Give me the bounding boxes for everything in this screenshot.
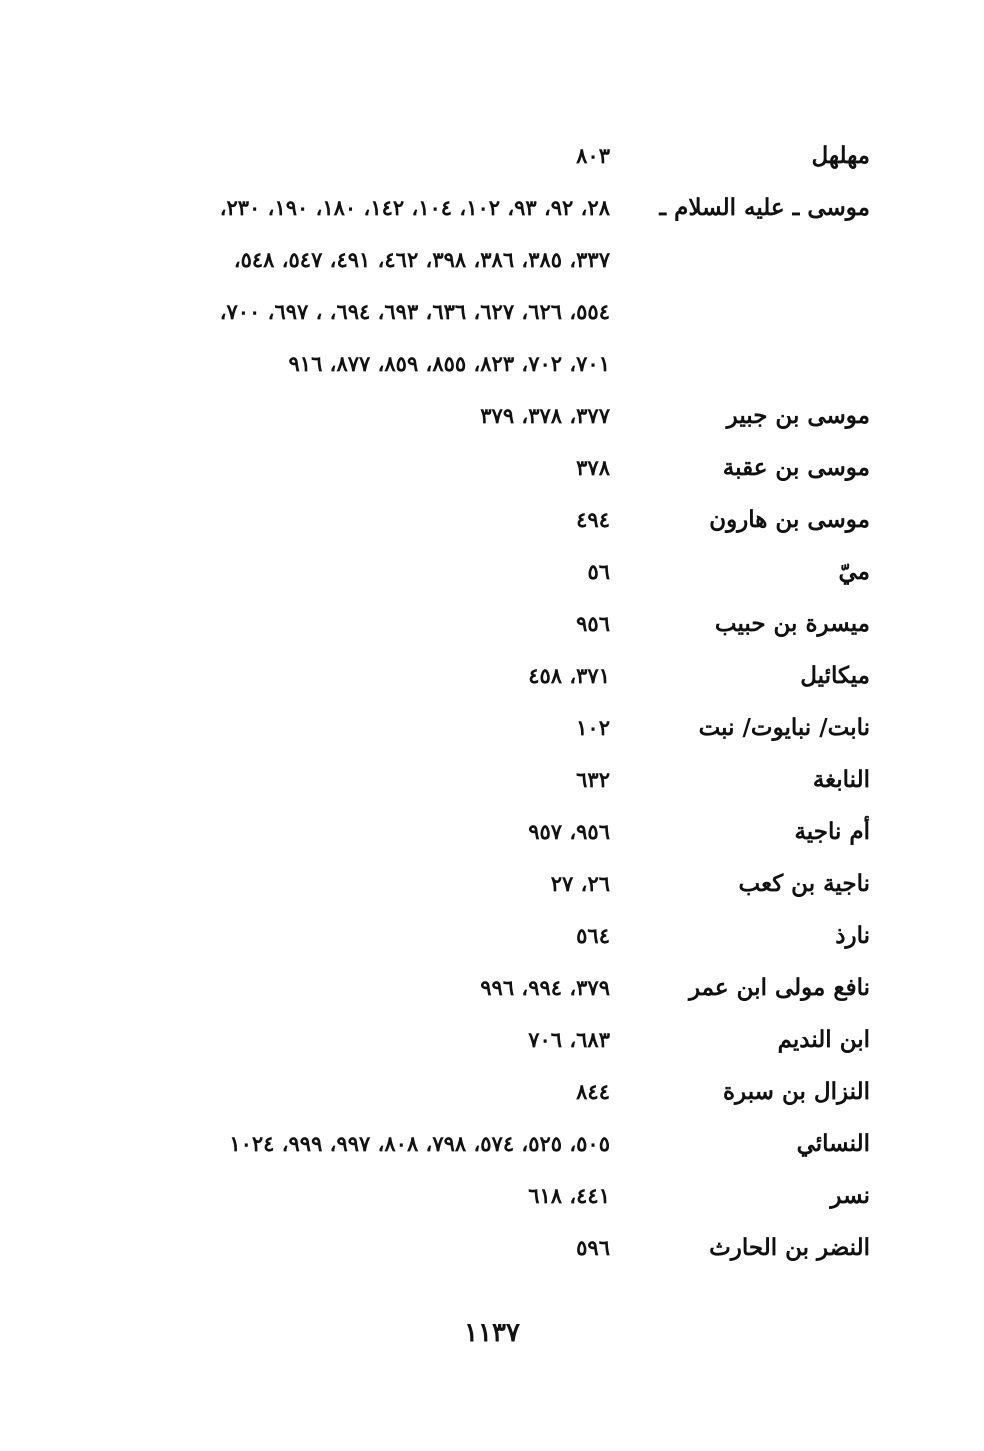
- page-refs-line: ٣٧٩، ٩٩٤، ٩٩٦: [480, 975, 610, 1000]
- entry-name: نسر: [830, 1182, 870, 1209]
- entry-name: النسائي: [796, 1130, 870, 1157]
- index-entry: [100, 754, 870, 806]
- entry-pages: [100, 806, 620, 858]
- entry-name: موسى بن عقبة: [722, 454, 870, 481]
- entry-name: ناجية بن كعب: [738, 870, 870, 897]
- page-refs-line: ٨٤٤: [576, 1079, 610, 1104]
- page-refs-line: ٦٨٣، ٧٠٦: [528, 1027, 610, 1052]
- entry-name: موسى ـ عليه السلام ـ: [659, 194, 870, 221]
- page-refs-line: ٢٦، ٢٧: [550, 871, 610, 896]
- index-entry: [100, 910, 870, 962]
- page-refs-line: ٧٠١، ٧٠٢، ٨٢٣، ٨٥٥، ٨٥٩، ٨٧٧، ٩١٦: [288, 351, 610, 376]
- entry-name: النضر بن الحارث: [709, 1234, 870, 1261]
- entry-pages: [100, 442, 620, 494]
- index-entry: [100, 494, 870, 546]
- page-refs-line: ٣٧٧، ٣٧٨، ٣٧٩: [480, 403, 610, 428]
- entry-name: موسى بن هارون: [709, 506, 870, 533]
- entry-name: النابغة: [812, 766, 870, 793]
- page-number: ١١٣٧: [464, 1318, 520, 1348]
- index-entry: [100, 546, 870, 598]
- entry-pages: [100, 858, 620, 910]
- entry-pages: [100, 182, 620, 390]
- page-refs-line: ٩٥٦: [576, 611, 610, 636]
- index-entry: [100, 650, 870, 702]
- entry-pages: [100, 962, 620, 1014]
- entry-pages: [100, 494, 620, 546]
- index-entry: [100, 130, 870, 182]
- page-refs-line: ٩٥٦، ٩٥٧: [528, 819, 610, 844]
- page-refs-line: ١٠٢: [576, 715, 610, 740]
- entry-pages: [100, 390, 620, 442]
- page-refs-line: ٣٧١، ٤٥٨: [528, 663, 610, 688]
- index-entry: [100, 598, 870, 650]
- page-refs-line: ٤٩٤: [576, 507, 610, 532]
- index-entry: [100, 390, 870, 442]
- entry-name: نافع مولى ابن عمر: [688, 974, 870, 1001]
- page-refs-line: ٢٨، ٩٢، ٩٣، ١٠٢، ١٠٤، ١٤٢، ١٨٠، ١٩٠، ٢٣٠،: [219, 195, 610, 220]
- entry-pages: [100, 1014, 620, 1066]
- page-refs-line: ٣٧٨: [576, 455, 610, 480]
- entry-name: ابن النديم: [777, 1026, 870, 1053]
- page-refs-line: ٦٣٢: [576, 767, 610, 792]
- entry-name: نارذ: [835, 922, 870, 949]
- index-entry: [100, 1066, 870, 1118]
- index-entry: [100, 962, 870, 1014]
- page-refs-line: ٣٣٧، ٣٨٥، ٣٨٦، ٣٩٨، ٤٦٢، ٤٩١، ٥٤٧، ٥٤٨،: [233, 247, 610, 272]
- entry-pages: [100, 1170, 620, 1222]
- index-entry: [100, 182, 870, 390]
- entry-name: أم ناجية: [794, 818, 870, 845]
- index-entry: [100, 1222, 870, 1274]
- entry-name: موسى بن جبير: [726, 402, 870, 429]
- page-refs-line: ٥٠٥، ٥٢٥، ٥٧٤، ٧٩٨، ٨٠٨، ٩٩٧، ٩٩٩، ١٠٢٤: [229, 1131, 610, 1156]
- entry-name: مهلهل: [811, 142, 870, 169]
- entry-pages: [100, 910, 620, 962]
- entry-pages: [100, 130, 620, 182]
- page-refs-line: ٥٦٤: [576, 923, 610, 948]
- entry-name: ميّ: [838, 558, 870, 585]
- entry-name: ميكائيل: [800, 662, 870, 689]
- entry-pages: [100, 598, 620, 650]
- page-refs-line: ٨٠٣: [576, 143, 610, 168]
- index-list: [100, 130, 870, 1274]
- entry-pages: [100, 1066, 620, 1118]
- entry-name: ميسرة بن حبيب: [714, 610, 870, 637]
- entry-pages: [100, 546, 620, 598]
- page-refs-line: ٥٩٦: [576, 1235, 610, 1260]
- entry-name: نابت/ نبايوت/ نبت: [698, 714, 870, 741]
- page-refs-line: ٥٥٤، ٦٢٦، ٦٢٧، ٦٣٦، ٦٩٣، ٦٩٤، ، ٦٩٧، ٧٠٠،: [219, 299, 610, 324]
- index-entry: [100, 858, 870, 910]
- index-entry: [100, 1118, 870, 1170]
- index-entry: [100, 1014, 870, 1066]
- index-entry: [100, 442, 870, 494]
- entry-pages: [100, 650, 620, 702]
- entry-pages: [100, 754, 620, 806]
- entry-name: النزال بن سبرة: [722, 1078, 870, 1105]
- page-refs-line: ٤٤١، ٦١٨: [528, 1183, 610, 1208]
- page-refs-line: ٥٦: [587, 559, 610, 584]
- entry-pages: [100, 702, 620, 754]
- entry-pages: [100, 1118, 620, 1170]
- index-entry: [100, 702, 870, 754]
- index-entry: [100, 806, 870, 858]
- index-entry: [100, 1170, 870, 1222]
- entry-pages: [100, 1222, 620, 1274]
